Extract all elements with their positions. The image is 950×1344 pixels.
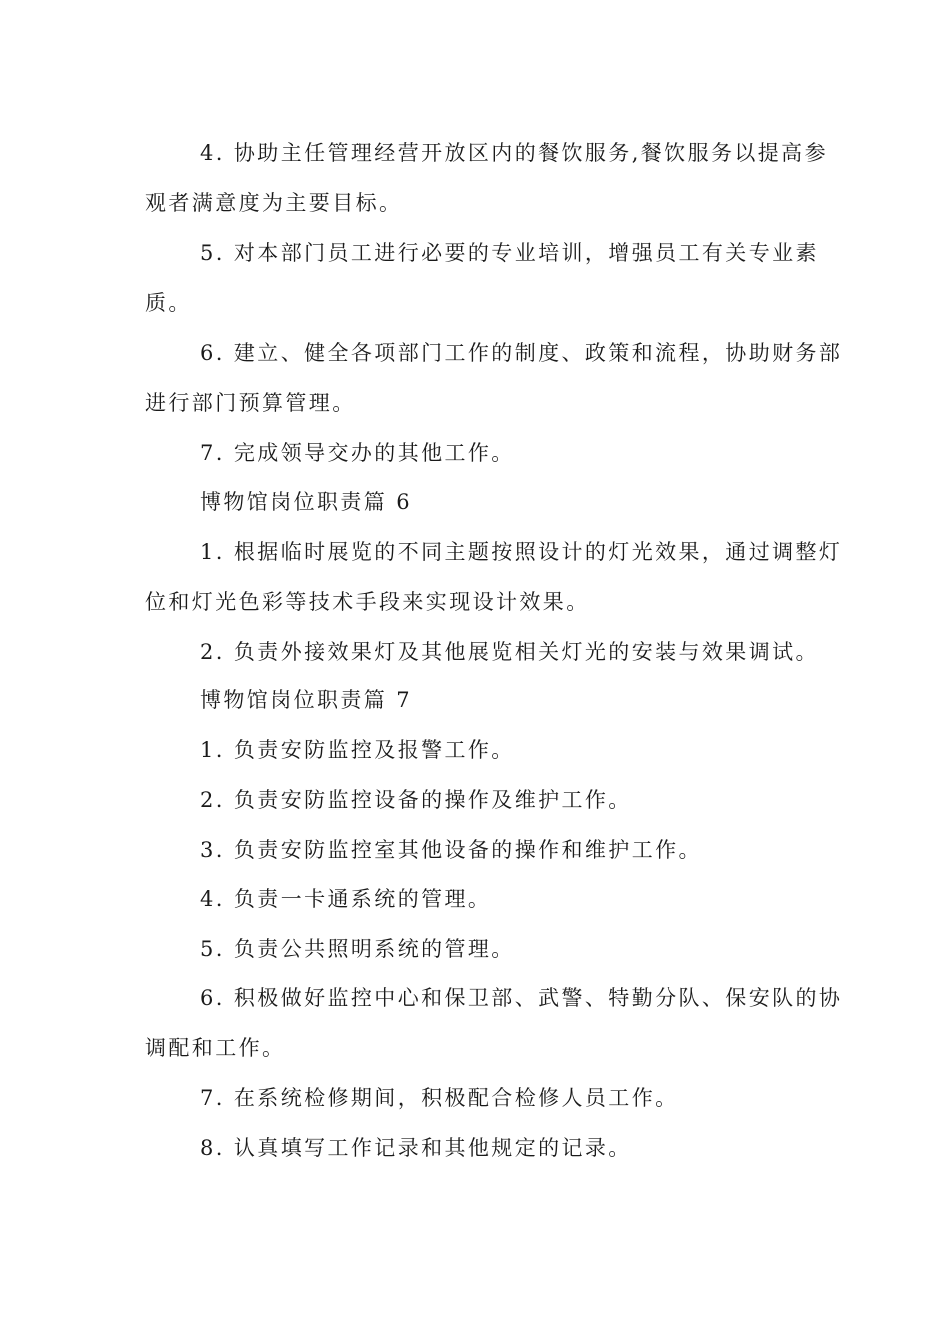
paragraph-line-duty-4-cont: 观者满意度为主要目标。: [145, 191, 403, 215]
paragraph-line-part7-duty-8: 8. 认真填写工作记录和其他规定的记录。: [200, 1136, 632, 1160]
paragraph-line-duty-4: 4. 协助主任管理经营开放区内的餐饮服务,餐饮服务以提高参: [200, 141, 828, 165]
paragraph-line-part6-duty-1: 1. 根据临时展览的不同主题按照设计的灯光效果，通过调整灯: [200, 540, 843, 564]
paragraph-line-part7-duty-3: 3. 负责安防监控室其他设备的操作和维护工作。: [200, 838, 702, 862]
paragraph-line-part7-duty-1: 1. 负责安防监控及报警工作。: [200, 738, 515, 762]
paragraph-line-part6-duty-1-cont: 位和灯光色彩等技术手段来实现设计效果。: [145, 590, 590, 614]
paragraph-line-part7-duty-2: 2. 负责安防监控设备的操作及维护工作。: [200, 788, 632, 812]
paragraph-line-part7-duty-5: 5. 负责公共照明系统的管理。: [200, 937, 515, 961]
paragraph-line-duty-6: 6. 建立、健全各项部门工作的制度、政策和流程，协助财务部: [200, 341, 843, 365]
paragraph-line-duty-5-cont: 质。: [145, 291, 192, 315]
paragraph-line-duty-5: 5. 对本部门员工进行必要的专业培训，增强员工有关专业素: [200, 241, 819, 265]
paragraph-line-part7-duty-7: 7. 在系统检修期间，积极配合检修人员工作。: [200, 1086, 679, 1110]
paragraph-line-part7-duty-4: 4. 负责一卡通系统的管理。: [200, 887, 492, 911]
paragraph-line-part7-duty-6: 6. 积极做好监控中心和保卫部、武警、特勤分队、保安队的协: [200, 986, 843, 1010]
paragraph-line-duty-6-cont: 进行部门预算管理。: [145, 391, 356, 415]
section-heading-part-6: 博物馆岗位职责篇 6: [200, 490, 413, 514]
section-heading-part-7: 博物馆岗位职责篇 7: [200, 688, 413, 712]
paragraph-line-part7-duty-6-cont: 调配和工作。: [145, 1036, 286, 1060]
paragraph-line-part6-duty-2: 2. 负责外接效果灯及其他展览相关灯光的安装与效果调试。: [200, 640, 819, 664]
paragraph-line-duty-7: 7. 完成领导交办的其他工作。: [200, 441, 515, 465]
